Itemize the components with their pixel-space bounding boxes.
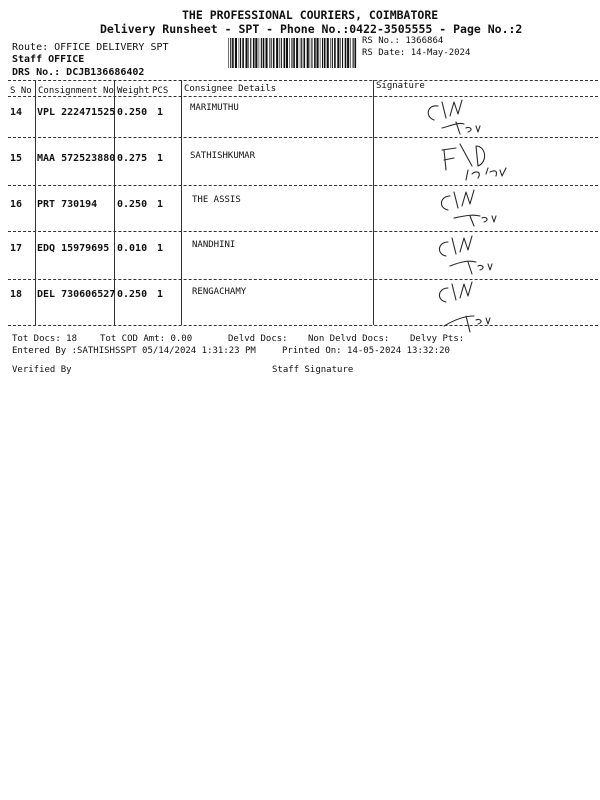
signature-mark — [434, 188, 504, 228]
row-pcs: 1 — [157, 289, 164, 300]
row-weight: 0.250 — [117, 199, 148, 210]
row-weight: 0.250 — [117, 289, 148, 300]
row-pcs: 1 — [157, 153, 164, 164]
signature-mark — [432, 234, 502, 278]
row-consignment: EDQ 15979695 — [37, 243, 110, 254]
company-title: THE PROFESSIONAL COURIERS, COIMBATORE — [182, 8, 439, 22]
row-consignment: VPL 222471525 — [37, 107, 116, 118]
row-pcs: 1 — [157, 243, 164, 254]
column-divider — [181, 80, 182, 325]
header-pcs: PCS — [152, 86, 169, 96]
row-rule — [8, 279, 598, 280]
row-sno: 18 — [10, 289, 23, 300]
rs-number: RS No.: 1366864 — [362, 36, 444, 46]
row-sno: 15 — [10, 153, 23, 164]
row-consignment: PRT 730194 — [37, 199, 98, 210]
row-weight: 0.275 — [117, 153, 148, 164]
header-consignee: Consignee Details — [184, 84, 277, 94]
table-header-rule — [8, 96, 598, 97]
route-label: Route: OFFICE DELIVERY SPT — [12, 42, 169, 53]
barcode-image — [228, 38, 358, 68]
row-consignee: RENGACHAMY — [192, 287, 247, 297]
entered-by: Entered By :SATHISHSSPT 05/14/2024 1:31:23 PM — [12, 346, 256, 356]
verified-by: Verified By — [12, 365, 72, 375]
non-delivered-docs: Non Delvd Docs: — [308, 334, 390, 344]
runsheet-title: Delivery Runsheet - SPT - Phone No.:0422-3505555 - Page No.:2 — [100, 22, 523, 36]
row-consignment: DEL 730606527 — [37, 289, 116, 300]
row-consignee: SATHISHKUMAR — [190, 151, 256, 161]
row-rule — [8, 137, 598, 138]
header-weight: Weight — [117, 86, 150, 96]
header-signature: Signature — [376, 81, 425, 91]
row-weight: 0.010 — [117, 243, 148, 254]
total-cod-amount: Tot COD Amt: 0.00 — [100, 334, 193, 344]
row-rule — [8, 231, 598, 232]
delivered-docs: Delvd Docs: — [228, 334, 288, 344]
delivery-points: Delvy Pts: — [410, 334, 465, 344]
drs-number: DRS No.: DCJB136686402 — [12, 67, 145, 78]
table-top-rule — [8, 80, 598, 81]
row-consignment: MAA 572523880 — [37, 153, 116, 164]
row-weight: 0.250 — [117, 107, 148, 118]
row-sno: 16 — [10, 199, 23, 210]
row-pcs: 1 — [157, 107, 164, 118]
total-docs: Tot Docs: 18 — [12, 334, 78, 344]
staff-signature: Staff Signature — [272, 365, 354, 375]
column-divider — [35, 80, 36, 325]
header-consignment: Consignment No — [38, 86, 114, 96]
table-bottom-rule — [8, 325, 598, 326]
row-pcs: 1 — [157, 199, 164, 210]
row-consignee: MARIMUTHU — [190, 103, 239, 113]
column-divider — [373, 80, 374, 325]
row-consignee: NANDHINI — [192, 240, 236, 250]
printed-on: Printed On: 14-05-2024 13:32:20 — [282, 346, 450, 356]
signature-mark — [432, 280, 502, 340]
signature-mark — [420, 98, 490, 142]
row-sno: 17 — [10, 243, 23, 254]
row-sno: 14 — [10, 107, 23, 118]
staff-label: Staff OFFICE — [12, 54, 85, 65]
row-consignee: THE ASSIS — [192, 195, 241, 205]
signature-mark — [438, 140, 518, 190]
rs-date: RS Date: 14-May-2024 — [362, 48, 471, 58]
header-sno: S No — [10, 86, 32, 96]
